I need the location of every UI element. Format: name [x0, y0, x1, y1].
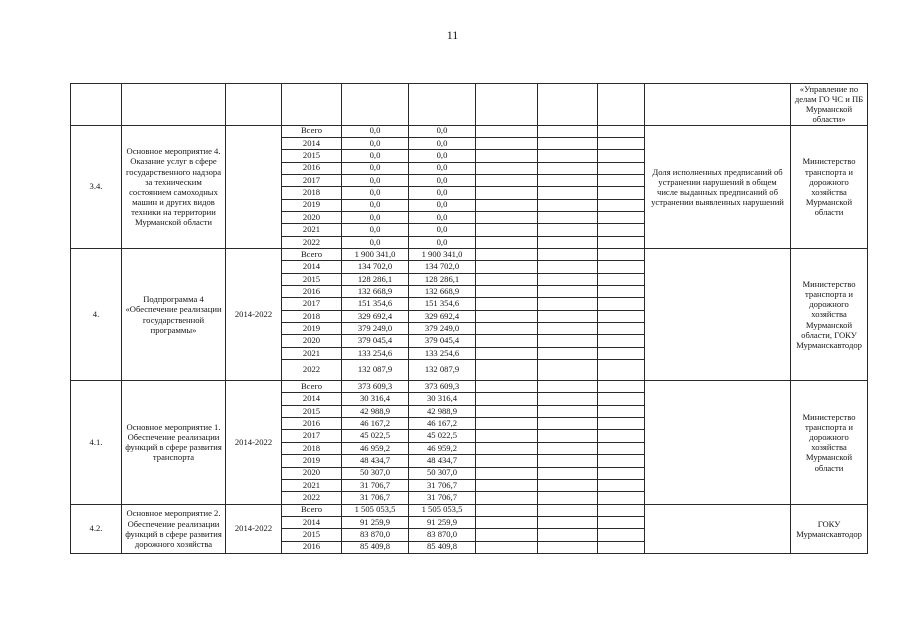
year-cell: 2021: [282, 224, 342, 236]
year-cell: 2019: [282, 455, 342, 467]
year-cell: Всего: [282, 125, 342, 137]
empty-cell: [538, 137, 598, 149]
section-period: 2014-2022: [226, 249, 282, 381]
regional-cell: 151 354,6: [409, 298, 476, 310]
empty-cell: [598, 430, 645, 442]
empty-cell: [598, 249, 645, 261]
empty-cell: [476, 360, 538, 381]
total-cell: 0,0: [342, 125, 409, 137]
total-cell: 46 167,2: [342, 418, 409, 430]
indicator-cell: [645, 249, 791, 381]
indicator-cell: [645, 504, 791, 553]
year-cell: 2015: [282, 405, 342, 417]
empty-cell: [538, 393, 598, 405]
total-cell: 0,0: [342, 199, 409, 211]
year-cell: 2016: [282, 418, 342, 430]
total-cell: 45 022,5: [342, 430, 409, 442]
regional-cell: 46 959,2: [409, 442, 476, 454]
year-cell: 2018: [282, 310, 342, 322]
empty-cell: [476, 199, 538, 211]
section-number: 4.: [71, 249, 122, 381]
empty-cell: [598, 442, 645, 454]
empty-cell: [476, 393, 538, 405]
year-cell: 2017: [282, 430, 342, 442]
empty-cell: [598, 261, 645, 273]
regional-cell: 373 609,3: [409, 381, 476, 393]
regional-cell: 132 668,9: [409, 286, 476, 298]
regional-cell: 42 988,9: [409, 405, 476, 417]
empty-cell: [538, 224, 598, 236]
empty-cell: [476, 455, 538, 467]
empty-cell: [476, 529, 538, 541]
empty-cell: [538, 162, 598, 174]
year-cell: 2020: [282, 211, 342, 223]
total-cell: 1 900 341,0: [342, 249, 409, 261]
empty-cell: [598, 418, 645, 430]
empty-cell: [598, 273, 645, 285]
empty-cell: [598, 467, 645, 479]
empty-cell: [476, 381, 538, 393]
year-cell: 2014: [282, 516, 342, 528]
regional-cell: 1 505 053,5: [409, 504, 476, 516]
responsible-cell: Министерство транспорта и дорожного хозяйства Мурманской области: [791, 381, 868, 504]
empty-cell: [538, 516, 598, 528]
empty-cell: [538, 150, 598, 162]
regional-cell: 50 307,0: [409, 467, 476, 479]
empty-cell: [476, 150, 538, 162]
table-row: [71, 125, 868, 137]
regional-cell: 1 900 341,0: [409, 249, 476, 261]
total-cell: 85 409,8: [342, 541, 409, 553]
empty-cell: [598, 323, 645, 335]
total-cell: 50 307,0: [342, 467, 409, 479]
regional-cell: 133 254,6: [409, 347, 476, 359]
empty-cell: [598, 335, 645, 347]
empty-cell: [476, 323, 538, 335]
regional-cell: 0,0: [409, 137, 476, 149]
total-cell: 0,0: [342, 236, 409, 248]
empty-cell: [538, 347, 598, 359]
empty-cell: [538, 405, 598, 417]
empty-cell: [476, 467, 538, 479]
section-name: Основное мероприятие 1. Обеспечение реализации функций в сфере развития транспорта: [122, 381, 226, 504]
empty-cell: [598, 211, 645, 223]
total-cell: 329 692,4: [342, 310, 409, 322]
regional-cell: 0,0: [409, 174, 476, 186]
total-cell: 151 354,6: [342, 298, 409, 310]
empty-cell: [538, 442, 598, 454]
empty-cell: [538, 286, 598, 298]
regional-cell: 132 087,9: [409, 360, 476, 381]
empty-cell: [538, 323, 598, 335]
total-cell: 42 988,9: [342, 405, 409, 417]
responsible-cell: «Управление по делам ГО ЧС и ПБ Мурманской области»: [791, 84, 868, 126]
empty-cell: [598, 479, 645, 491]
empty-cell: [538, 381, 598, 393]
total-cell: 83 870,0: [342, 529, 409, 541]
year-cell: 2020: [282, 335, 342, 347]
empty-cell: [598, 529, 645, 541]
empty-cell: [538, 236, 598, 248]
section-number: 4.1.: [71, 381, 122, 504]
year-cell: 2014: [282, 261, 342, 273]
year-cell: 2018: [282, 442, 342, 454]
empty-cell: [476, 187, 538, 199]
table-row: [71, 249, 868, 261]
regional-cell: 128 286,1: [409, 273, 476, 285]
empty-cell: [598, 541, 645, 553]
empty-cell: [598, 137, 645, 149]
empty-cell: [538, 467, 598, 479]
year-cell: 2017: [282, 298, 342, 310]
regional-cell: 379 045,4: [409, 335, 476, 347]
regional-cell: 0,0: [409, 125, 476, 137]
regional-cell: 0,0: [409, 224, 476, 236]
year-cell: 2021: [282, 479, 342, 491]
empty-cell: [538, 261, 598, 273]
empty-cell: [598, 125, 645, 137]
section-name: Подпрограмма 4 «Обеспечение реализации государственной программы»: [122, 249, 226, 381]
total-cell: 46 959,2: [342, 442, 409, 454]
empty-cell: [598, 174, 645, 186]
total-cell: 379 045,4: [342, 335, 409, 347]
empty-cell: [476, 442, 538, 454]
year-cell: 2015: [282, 273, 342, 285]
program-table: [70, 83, 868, 554]
year-cell: 2016: [282, 286, 342, 298]
total-cell: 31 706,7: [342, 492, 409, 504]
year-cell: 2019: [282, 199, 342, 211]
indicator-cell: [645, 381, 791, 504]
empty-cell: [476, 286, 538, 298]
total-cell: 0,0: [342, 150, 409, 162]
year-cell: 2022: [282, 360, 342, 381]
total-cell: 0,0: [342, 137, 409, 149]
year-cell: 2015: [282, 150, 342, 162]
total-cell: 48 434,7: [342, 455, 409, 467]
empty-cell: [538, 187, 598, 199]
year-cell: 2018: [282, 187, 342, 199]
table-row: [71, 381, 868, 393]
empty-cell: [538, 298, 598, 310]
empty-cell: [476, 310, 538, 322]
regional-cell: 329 692,4: [409, 310, 476, 322]
empty-cell: [538, 504, 598, 516]
empty-cell: [538, 249, 598, 261]
empty-cell: [476, 224, 538, 236]
total-cell: 0,0: [342, 211, 409, 223]
year-cell: Всего: [282, 504, 342, 516]
empty-cell: [538, 455, 598, 467]
empty-cell: [476, 249, 538, 261]
section-period: 2014-2022: [226, 504, 282, 553]
total-cell: 31 706,7: [342, 479, 409, 491]
year-cell: 2021: [282, 347, 342, 359]
year-cell: 2020: [282, 467, 342, 479]
empty-cell: [476, 137, 538, 149]
section-name: Основное мероприятие 4. Оказание услуг в сфере государственного надзора за техническим состоянием самоходных машин и других видов техники на территории Мурманской области: [122, 125, 226, 248]
regional-cell: 134 702,0: [409, 261, 476, 273]
empty-cell: [598, 360, 645, 381]
regional-cell: 0,0: [409, 150, 476, 162]
empty-cell: [598, 187, 645, 199]
total-cell: 132 668,9: [342, 286, 409, 298]
empty-cell: [476, 504, 538, 516]
year-cell: 2017: [282, 174, 342, 186]
total-cell: 1 505 053,5: [342, 504, 409, 516]
indicator-cell: Доля исполненных предписаний об устранении нарушений в общем числе выданных предписаний об устранении выявленных нарушений: [645, 125, 791, 248]
empty-cell: [598, 298, 645, 310]
empty-cell: [598, 162, 645, 174]
empty-cell: [476, 347, 538, 359]
responsible-cell: Министерство транспорта и дорожного хозяйства Мурманской области, ГОКУ Мурманскавтодор: [791, 249, 868, 381]
regional-cell: 85 409,8: [409, 541, 476, 553]
total-cell: 30 316,4: [342, 393, 409, 405]
empty-cell: [538, 310, 598, 322]
empty-cell: [476, 125, 538, 137]
empty-cell: [598, 393, 645, 405]
empty-cell: [598, 504, 645, 516]
empty-cell: [598, 150, 645, 162]
empty-cell: [538, 430, 598, 442]
empty-cell: [476, 516, 538, 528]
empty-cell: [476, 335, 538, 347]
responsible-cell: ГОКУ Мурманскавтодор: [791, 504, 868, 553]
empty-cell: [598, 224, 645, 236]
empty-cell: [598, 347, 645, 359]
empty-cell: [476, 298, 538, 310]
regional-cell: 45 022,5: [409, 430, 476, 442]
regional-cell: 83 870,0: [409, 529, 476, 541]
empty-cell: [476, 405, 538, 417]
empty-cell: [476, 174, 538, 186]
total-cell: 91 259,9: [342, 516, 409, 528]
page-number: 11: [446, 28, 459, 42]
total-cell: 379 249,0: [342, 323, 409, 335]
empty-cell: [476, 418, 538, 430]
empty-cell: [538, 479, 598, 491]
regional-cell: 0,0: [409, 199, 476, 211]
total-cell: 132 087,9: [342, 360, 409, 381]
regional-cell: 91 259,9: [409, 516, 476, 528]
year-cell: 2016: [282, 541, 342, 553]
empty-cell: [598, 516, 645, 528]
responsible-cell: Министерство транспорта и дорожного хозяйства Мурманской области: [791, 125, 868, 248]
empty-cell: [598, 381, 645, 393]
empty-cell: [476, 162, 538, 174]
empty-cell: [538, 335, 598, 347]
year-cell: 2014: [282, 137, 342, 149]
regional-cell: 31 706,7: [409, 492, 476, 504]
section-name: Основное мероприятие 2. Обеспечение реализации функций в сфере развития дорожного хозяйства: [122, 504, 226, 553]
regional-cell: 0,0: [409, 211, 476, 223]
section-number: 3.4.: [71, 125, 122, 248]
total-cell: 134 702,0: [342, 261, 409, 273]
total-cell: 0,0: [342, 224, 409, 236]
empty-cell: [538, 174, 598, 186]
empty-cell: [476, 430, 538, 442]
year-cell: 2014: [282, 393, 342, 405]
empty-cell: [598, 405, 645, 417]
total-cell: 133 254,6: [342, 347, 409, 359]
regional-cell: 48 434,7: [409, 455, 476, 467]
empty-cell: [476, 261, 538, 273]
total-cell: 128 286,1: [342, 273, 409, 285]
empty-cell: [598, 310, 645, 322]
table-row: [71, 504, 868, 516]
empty-cell: [538, 418, 598, 430]
year-cell: 2019: [282, 323, 342, 335]
empty-cell: [598, 286, 645, 298]
empty-cell: [598, 492, 645, 504]
empty-cell: [598, 455, 645, 467]
empty-cell: [538, 125, 598, 137]
regional-cell: 0,0: [409, 236, 476, 248]
section-number: 4.2.: [71, 504, 122, 553]
year-cell: Всего: [282, 381, 342, 393]
total-cell: 0,0: [342, 174, 409, 186]
empty-cell: [598, 199, 645, 211]
empty-cell: [538, 211, 598, 223]
regional-cell: 30 316,4: [409, 393, 476, 405]
total-cell: 0,0: [342, 162, 409, 174]
empty-cell: [538, 529, 598, 541]
section-period: [226, 125, 282, 248]
year-cell: 2022: [282, 236, 342, 248]
regional-cell: 379 249,0: [409, 323, 476, 335]
empty-cell: [476, 273, 538, 285]
empty-cell: [598, 236, 645, 248]
regional-cell: 0,0: [409, 162, 476, 174]
total-cell: 373 609,3: [342, 381, 409, 393]
total-cell: 0,0: [342, 187, 409, 199]
regional-cell: 0,0: [409, 187, 476, 199]
regional-cell: 31 706,7: [409, 479, 476, 491]
regional-cell: 46 167,2: [409, 418, 476, 430]
year-cell: Всего: [282, 249, 342, 261]
empty-cell: [476, 479, 538, 491]
empty-cell: [476, 211, 538, 223]
year-cell: 2015: [282, 529, 342, 541]
continuation-row: [71, 84, 868, 126]
section-period: 2014-2022: [226, 381, 282, 504]
empty-cell: [538, 199, 598, 211]
empty-cell: [476, 541, 538, 553]
empty-cell: [538, 492, 598, 504]
year-cell: 2022: [282, 492, 342, 504]
empty-cell: [538, 360, 598, 381]
empty-cell: [538, 541, 598, 553]
empty-cell: [538, 273, 598, 285]
year-cell: 2016: [282, 162, 342, 174]
empty-cell: [476, 236, 538, 248]
empty-cell: [476, 492, 538, 504]
